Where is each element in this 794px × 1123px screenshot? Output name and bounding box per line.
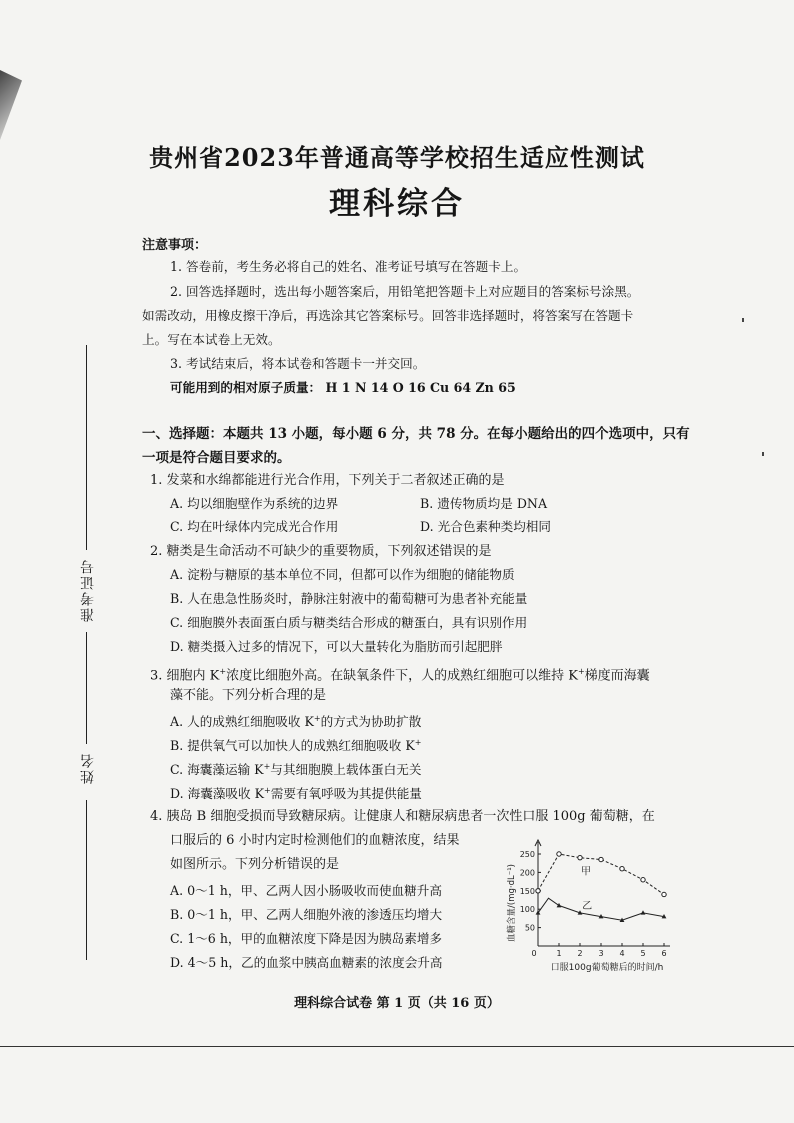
q3-text: 3. 细胞内 K xyxy=(150,668,220,684)
name-label: 姓名 xyxy=(80,752,96,784)
exam-title: 贵州省2023年普通高等学校招生适应性测试 xyxy=(149,143,645,172)
q4-stem-line-1: 4. 胰岛 B 细胞受损而导致糖尿病。让健康人和糖尿病患者一次性口服 100g 葡萄糖，在 xyxy=(150,809,655,824)
q2-option-b: B. 人在患急性肠炎时，静脉注射液中的葡萄糖可为患者补充能量 xyxy=(170,591,528,606)
data-point-甲 xyxy=(641,878,645,882)
notice-item-2-line-1: 2. 回答选择题时，选出每小题答案后，用铅笔把答题卡上对应题目的答案标号涂黑。 xyxy=(170,284,640,299)
x-tick-label: 6 xyxy=(661,949,667,958)
exam-id-label: 准考证号 xyxy=(80,558,96,622)
q4-option-b: B. 0～1 h，甲、乙两人细胞外液的渗透压均增大 xyxy=(170,907,443,922)
x-tick-label: 4 xyxy=(619,949,625,958)
name-line xyxy=(86,800,87,960)
q3-text: 梯度而海囊 xyxy=(584,668,650,684)
q1-option-c: C. 均在叶绿体内完成光合作用 xyxy=(170,519,339,534)
x-tick-label: 2 xyxy=(577,949,583,958)
data-point-乙 xyxy=(557,903,562,907)
exam-id-line xyxy=(86,632,87,744)
x-tick-label: 1 xyxy=(556,949,562,958)
y-tick-label: 250 xyxy=(519,850,535,859)
section-1-line-2: 一项是符合题目要求的。 xyxy=(142,450,291,466)
data-point-甲 xyxy=(662,892,666,896)
chart-marks xyxy=(536,852,667,922)
x-tick-label: 3 xyxy=(598,949,604,958)
data-point-乙 xyxy=(641,910,646,914)
q1-option-a: A. 均以细胞壁作为系统的边界 xyxy=(170,496,339,511)
q4-option-c: C. 1～6 h，甲的血糖浓度下降是因为胰岛素增多 xyxy=(170,931,443,946)
q4-option-d: D. 4～5 h，乙的血浆中胰高血糖素的浓度会升高 xyxy=(170,955,443,970)
data-point-甲 xyxy=(599,857,603,861)
atomic-masses: 可能用到的相对原子质量： H 1 N 14 O 16 Cu 64 Zn 65 xyxy=(170,380,516,395)
q1-option-b: B. 遗传物质均是 DNA xyxy=(420,496,548,511)
x-axis-label: 口服100g葡萄糖后的时间/h xyxy=(550,963,664,973)
superscript-plus: + xyxy=(577,667,585,676)
superscript-plus: + xyxy=(219,667,227,676)
q3-d-text: D. 海囊藻吸收 K xyxy=(170,786,265,802)
notice-item-2-line-3: 上。写在本试卷上无效。 xyxy=(142,332,281,347)
q3-a-text: A. 人的成熟红细胞吸收 K xyxy=(170,714,314,730)
y-tick-label: 150 xyxy=(519,886,535,896)
scan-dot xyxy=(742,318,744,322)
notice-heading: 注意事项： xyxy=(142,238,208,253)
q3-c-text: 与其细胞膜上载体蛋白无关 xyxy=(270,762,422,778)
q1-stem: 1. 发菜和水绵都能进行光合作用，下列关于二者叙述正确的是 xyxy=(150,473,505,488)
q3-option-c xyxy=(170,756,421,781)
series-label-乙: 乙 xyxy=(582,900,593,912)
y-axis-label: 血糖含量/(mg·dL⁻¹) xyxy=(507,864,517,942)
data-point-甲 xyxy=(557,852,561,856)
notice-item-1: 1. 答卷前，考生务必将自己的姓名、准考证号填写在答题卡上。 xyxy=(170,259,527,274)
q3-text: 浓度比细胞外高。在缺氧条件下，人的成熟红细胞可以维持 K xyxy=(226,668,578,684)
q3-c-text: C. 海囊藻运输 K xyxy=(170,762,264,778)
data-point-甲 xyxy=(620,867,624,871)
section-1-line-1: 一、选择题：本题共 13 小题，每小题 6 分，共 78 分。在每小题给出的四个选项中，只有 xyxy=(142,426,690,442)
q3-option-d xyxy=(170,780,422,805)
q4-stem-line-2: 口服后的 6 小时内定时检测他们的血糖浓度，结果 xyxy=(170,833,460,848)
q2-option-c: C. 细胞膜外表面蛋白质与糖类结合形成的糖蛋白，具有识别作用 xyxy=(170,615,528,630)
q3-a-text: 的方式为协助扩散 xyxy=(320,714,422,730)
data-point-甲 xyxy=(578,855,582,859)
q2-option-d: D. 糖类摄入过多的情况下，可以大量转化为脂肪而引起肥胖 xyxy=(170,639,503,654)
q3-stem-line-2: 藻不能。下列分析合理的是 xyxy=(170,688,327,703)
x-tick-label: 5 xyxy=(640,949,646,958)
notice-item-3: 3. 考试结束后，将本试卷和答题卡一并交回。 xyxy=(170,356,426,371)
superscript-plus: + xyxy=(263,762,271,771)
scan-dot xyxy=(762,452,764,456)
q3-option-a xyxy=(170,708,421,733)
scan-corner-mark xyxy=(0,70,22,140)
y-tick-label: 100 xyxy=(519,905,535,915)
page-bottom-rule xyxy=(0,1046,794,1047)
blood-glucose-chart xyxy=(500,834,686,974)
superscript-plus: + xyxy=(313,714,321,723)
q4-option-a: A. 0～1 h，甲、乙两人因小肠吸收而使血糖升高 xyxy=(170,883,442,898)
q2-option-a: A. 淀粉与糖原的基本单位不同，但都可以作为细胞的储能物质 xyxy=(170,567,515,582)
subject-title: 理科综合 xyxy=(329,186,465,222)
y-tick-label: 200 xyxy=(519,868,535,878)
binding-line-top xyxy=(86,345,87,550)
superscript-plus: + xyxy=(414,738,422,747)
q3-d-text: 需要有氧呼吸为其提供能量 xyxy=(270,786,422,802)
section-1-heading xyxy=(142,422,702,470)
y-tick-label: 50 xyxy=(524,923,535,933)
q3-b-text: B. 提供氧气可以加快人的成熟红细胞吸收 K xyxy=(170,738,415,754)
q3-option-b xyxy=(170,732,421,757)
page-footer: 理科综合试卷 第 1 页（共 16 页） xyxy=(294,996,500,1011)
q4-stem-line-3: 如图所示。下列分析错误的是 xyxy=(170,857,340,872)
superscript-plus: + xyxy=(264,786,271,795)
x-tick-label: 0 xyxy=(531,949,537,958)
q1-option-d: D. 光合色素种类均相同 xyxy=(420,519,551,534)
series-label-甲: 甲 xyxy=(581,866,592,878)
q2-stem: 2. 糖类是生命活动不可缺少的重要物质，下列叙述错误的是 xyxy=(150,544,492,559)
data-point-甲 xyxy=(536,889,540,893)
notice-item-2-line-2: 如需改动，用橡皮擦干净后，再选涂其它答案标号。回答非选择题时，将答案写在答题卡 xyxy=(142,308,634,323)
